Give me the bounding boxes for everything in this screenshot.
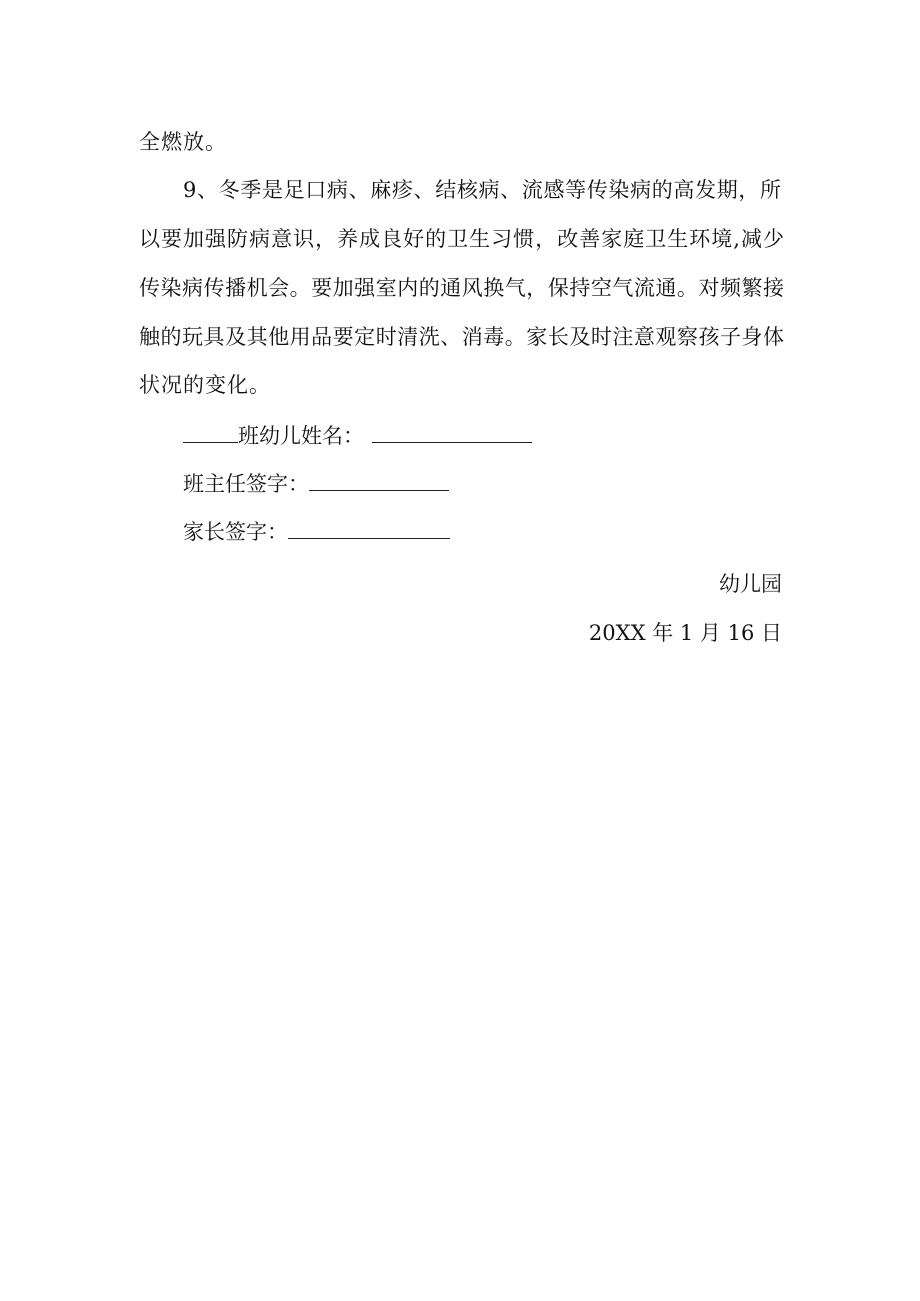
- teacher-sign-blank[interactable]: [309, 472, 449, 491]
- item9-line-2: 以要加强防病意识，养成良好的卫生习惯，改善家庭卫生环境,减少: [139, 227, 784, 251]
- item9-line-3: 传染病传播机会。要加强室内的通风换气，保持空气流通。对频繁接: [139, 276, 784, 300]
- footer-date: 20XX 年 1 月 16 日: [588, 621, 782, 645]
- class-blank[interactable]: [183, 424, 238, 443]
- footer-org: 幼儿园: [719, 572, 782, 596]
- item9-line-4: 触的玩具及其他用品要定时清洗、消毒。家长及时注意观察孩子身体: [139, 325, 784, 349]
- parent-sign-blank[interactable]: [288, 520, 450, 539]
- class-name-row: [183, 424, 532, 448]
- parent-sign-row: [183, 520, 450, 544]
- class-name-label: 班幼儿姓名：: [238, 424, 364, 448]
- teacher-sign-label: 班主任签字：: [183, 472, 309, 496]
- item9-line-5: 状况的变化。: [139, 373, 271, 397]
- continuation-text: 全燃放。: [139, 130, 227, 154]
- parent-sign-label: 家长签字：: [183, 520, 288, 544]
- item9-line-1: 9、冬季是足口病、麻疹、结核病、流感等传染病的高发期，所: [183, 178, 781, 202]
- teacher-sign-row: [183, 472, 449, 496]
- child-name-blank[interactable]: [372, 424, 532, 443]
